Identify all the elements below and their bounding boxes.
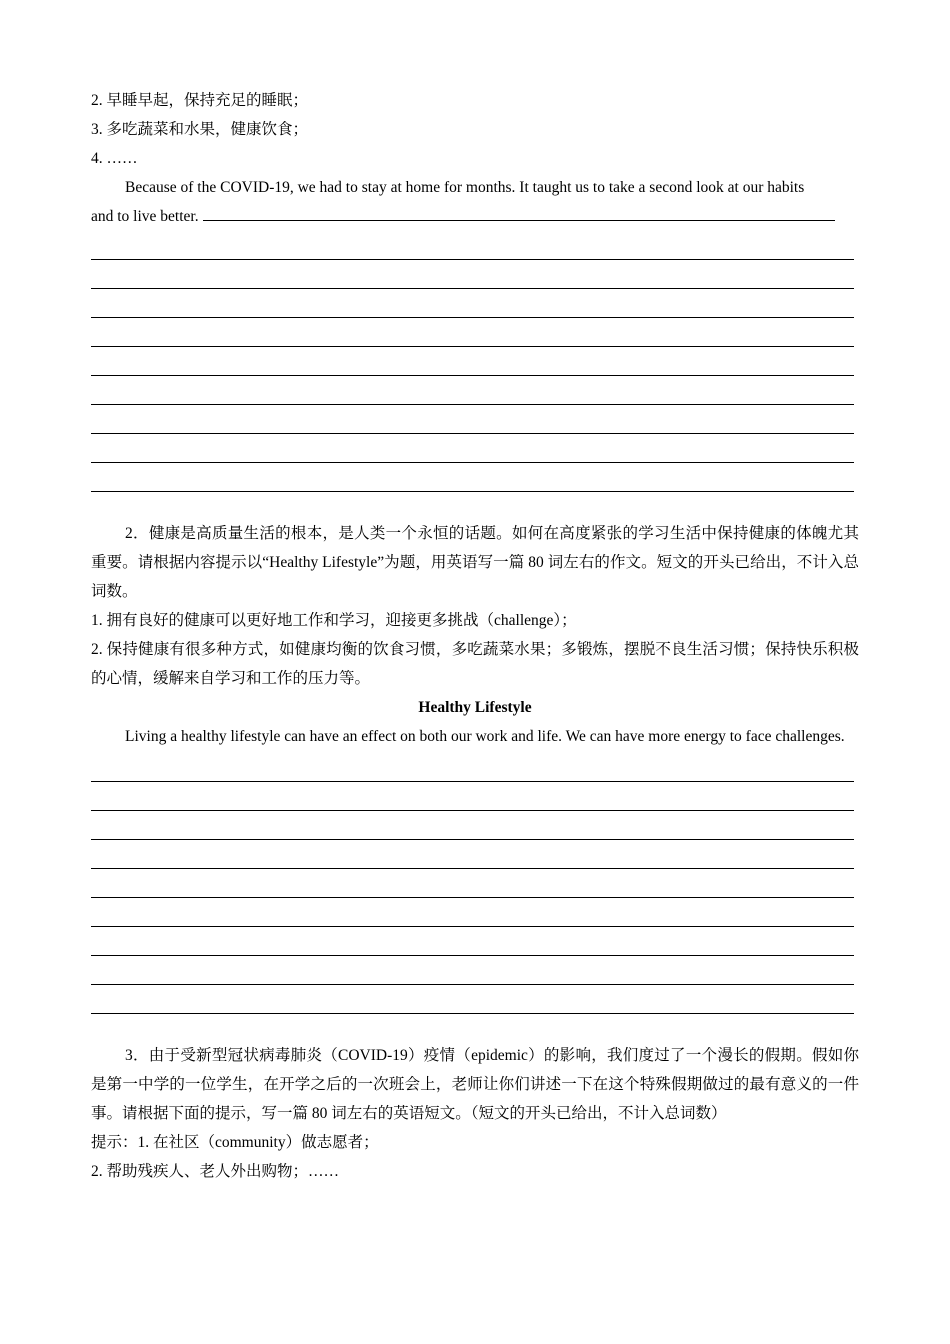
section3-prompt: 3．由于受新型冠状病毒肺炎（COVID-19）疫情（epidemic）的影响，我们度过了一个漫长的假期。假如你是第一中学的一位学生，在开学之后的一次班会上，老师让你们讲述一下在这个特殊假期做过的最有意义的一件事。请根据下面的提示，写一篇 80 词左右的英语短文。（短文的开头已给出，不计入总词数）	[91, 1047, 859, 1122]
document-page	[91, 86, 859, 1186]
section1-writing-area[interactable]	[91, 231, 859, 492]
spacer	[91, 1014, 859, 1041]
spacer	[91, 492, 859, 519]
writing-line[interactable]	[91, 318, 854, 347]
writing-line-inline[interactable]	[203, 202, 835, 221]
section1-opening-text: and to live better.	[91, 208, 199, 225]
writing-line[interactable]	[91, 956, 854, 985]
writing-line[interactable]	[91, 376, 854, 405]
writing-line[interactable]	[91, 811, 854, 840]
writing-line[interactable]	[91, 231, 854, 260]
writing-line[interactable]	[91, 405, 854, 434]
writing-line[interactable]	[91, 898, 854, 927]
writing-line[interactable]	[91, 985, 854, 1014]
section3-tip-2: 2. 帮助残疾人、老人外出购物；……	[91, 1163, 340, 1180]
section2-prompt: 2．健康是高质量生活的根本，是人类一个永恒的话题。如何在高度紧张的学习生活中保持健康的体魄尤其重要。请根据内容提示以“Healthy Lifestyle”为题，用英语写一篇 80 词左右的作文。短文的开头已给出，不计入总词数。	[91, 525, 859, 600]
writing-line[interactable]	[91, 463, 854, 492]
writing-line[interactable]	[91, 782, 854, 811]
writing-line[interactable]	[91, 289, 854, 318]
writing-line[interactable]	[91, 260, 854, 289]
section1-tip-4: 4. ……	[91, 150, 138, 167]
writing-line[interactable]	[91, 347, 854, 376]
section2-writing-area[interactable]	[91, 753, 859, 1014]
writing-line[interactable]	[91, 434, 854, 463]
section1-opening-line-2	[91, 202, 859, 231]
section2-opening: Living a healthy lifestyle can have an effect on both our work and life. We can have more energy to face challenges.	[125, 728, 845, 745]
section3-tip-1: 提示：1. 在社区（community）做志愿者；	[91, 1134, 379, 1151]
writing-line[interactable]	[91, 753, 854, 782]
section1-tip-3: 3. 多吃蔬菜和水果，健康饮食；	[91, 121, 309, 138]
writing-line[interactable]	[91, 927, 854, 956]
section2-tip-2: 2. 保持健康有很多种方式，如健康均衡的饮食习惯，多吃蔬菜水果；多锻炼，摆脱不良生活习惯；保持快乐积极的心情，缓解来自学习和工作的压力等。	[91, 641, 859, 687]
section1-opening-line-1: Because of the COVID-19, we had to stay at home for months. It taught us to take a second look at our habits	[125, 179, 805, 196]
section2-tip-1: 1. 拥有良好的健康可以更好地工作和学习，迎接更多挑战（challenge）；	[91, 612, 577, 629]
essay-title: Healthy Lifestyle	[418, 699, 532, 716]
writing-line[interactable]	[91, 840, 854, 869]
writing-line[interactable]	[91, 869, 854, 898]
section1-tip-2: 2. 早睡早起，保持充足的睡眠；	[91, 92, 309, 109]
